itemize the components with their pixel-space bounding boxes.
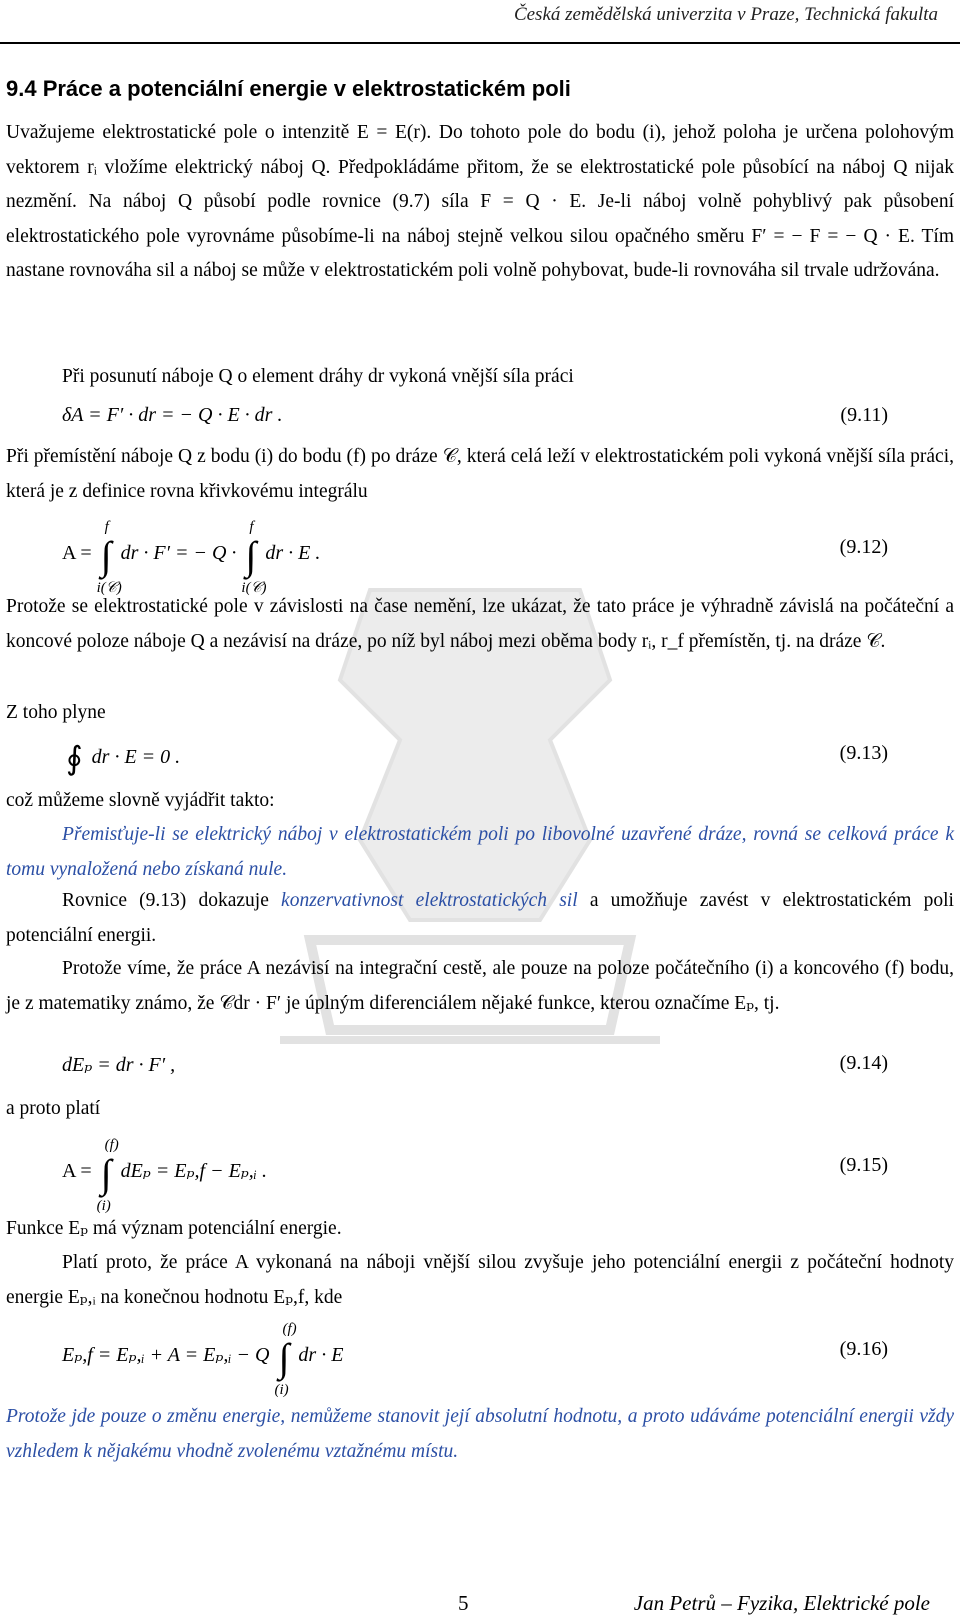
paragraph-energy-increase: Platí proto, že práce A vykonaná na náboji vnější silou zvyšuje jeho potenciální energii z počáteční hodnoty energie Eₚ,ᵢ na konečnou hodnotu Eₚ,f, kde [6, 1252, 954, 1308]
paragraph-verbal: což můžeme slovně vyjádřit takto: [6, 790, 275, 811]
integral-upper-limit: f [249, 519, 254, 535]
integral-upper-limit: (f) [104, 1137, 119, 1153]
equation-9-13-number: (9.13) [839, 742, 888, 764]
integral-sign-icon: ∫ f i(𝒞) [241, 519, 267, 596]
paragraph-displacement: Při posunutí náboje Q o element dráhy dr vykoná vnější síla práci [62, 366, 574, 387]
paragraph-potential-energy: Funkce Eₚ má význam potenciální energie. [6, 1218, 342, 1239]
paragraph-conservative: Rovnice (9.13) dokazuje konzervativnost elektrostatických sil a umožňuje zavést v elektrostatickém poli potenciální energii. [6, 890, 954, 946]
integral-upper-limit: (f) [282, 1321, 297, 1337]
equation-9-15-right: dEₚ = Eₚ,f − Eₚ,ᵢ . [120, 1160, 267, 1182]
section-title: 9.4 Práce a potenciální energie v elektrostatickém poli [6, 76, 571, 101]
equation-9-15-left: A = [62, 1160, 97, 1182]
equation-9-14-body: dEₚ = dr · F′ , [62, 1054, 176, 1076]
equation-9-12-left: A = [62, 542, 97, 564]
equation-9-11-number: (9.11) [840, 404, 888, 426]
page-number: 5 [458, 1591, 469, 1615]
equation-9-12-number: (9.12) [839, 536, 888, 558]
integral-sign-icon: ∫ f i(𝒞) [96, 519, 122, 596]
contour-integral-icon: ∮ [66, 740, 83, 776]
paragraph-path-independence: Protože se elektrostatické pole v závislosti na čase nemění, lze ukázat, že tato práce je výhradně závislá na počáteční a koncové poloze náboje Q a nezávisí na dráze, po níž byl náboj mezi oběma body rᵢ, r_f přemístěn, tj. na dráze 𝒞. [6, 596, 954, 652]
equation-9-13-body: dr · E = 0 . [91, 746, 181, 768]
integral-lower-limit: i(𝒞) [96, 580, 122, 596]
equation-9-12-right: dr · E . [265, 542, 321, 564]
equation-9-12-middle: dr · F′ = − Q · [120, 542, 242, 564]
paragraph-intro: Uvažujeme elektrostatické pole o intenzitě E = E(r). Do tohoto pole do bodu (i), jehož poloha je určena polohovým vektorem rᵢ vložíme elektrický náboj Q. Předpokládáme přitom, že se elektrostatické pole působící na náboj Q nijak nezmění. Na náboj Q působí podle rovnice (9.7) síla F = Q · E. Je-li náboj volně pohyblivý pak působení elektrostatického pole vyrovnáme působíme-li na náboj stejně velkou silou opačného směru F′ = − F = − Q · E. Tím nastane rovnováha sil a náboj se může v elektrostatickém poli volně pohybovat, bude-li rovnováha sil trvale udržována. [6, 122, 954, 282]
highlight-conservative-forces: konzervativnost elektrostatických sil [281, 890, 578, 911]
page-header: Česká zemědělská univerzita v Praze, Technická fakulta [513, 4, 938, 25]
integral-sign-icon: ∫ (f) (i) [274, 1321, 297, 1398]
equation-9-16-number: (9.16) [839, 1338, 888, 1360]
paragraph-path-integral: Při přemístění náboje Q z bodu (i) do bodu (f) po dráze 𝒞, která celá leží v elektrostatickém poli vykoná vnější síla práci, která je z definice rovna křivkovému integrálu [6, 446, 954, 502]
integral-sign-icon: ∫ (f) (i) [96, 1137, 119, 1214]
equation-9-14-number: (9.14) [839, 1052, 888, 1074]
integral-lower-limit: (i) [96, 1198, 111, 1214]
integral-lower-limit: (i) [274, 1382, 289, 1398]
paragraph-thus: a proto platí [6, 1098, 101, 1119]
equation-9-16-left: Eₚ,f = Eₚ,ᵢ + A = Eₚ,ᵢ − Q [62, 1344, 270, 1366]
highlight-reference-point: Protože jde pouze o změnu energie, nemůžeme stanovit její absolutní hodnotu, a proto udáváme potenciální energii vždy vzhledem k nějakému vhodně zvolenému vztažnému místu. [6, 1406, 954, 1462]
paragraph-therefore: Z toho plyne [6, 702, 106, 723]
integral-upper-limit: f [104, 519, 109, 535]
equation-9-15-number: (9.15) [839, 1154, 888, 1176]
paragraph-total-differential: Protože víme, že práce A nezávisí na integrační cestě, ale pouze na poloze počátečního (i) a koncového (f) bodu, je z matematiky známo, že 𝒞dr · F′ je úplným diferenciálem nějaké funkce, kterou označíme Eₚ, tj. [6, 958, 954, 1014]
highlight-closed-path: Přemisťuje-li se elektrický náboj v elektrostatickém poli po libovolné uzavřené dráze, rovná se celková práce k tomu vynaložená nebo získaná nule. [6, 824, 954, 880]
header-rule [0, 42, 960, 44]
footer-author: Jan Petrů – Fyzika, Elektrické pole [633, 1591, 930, 1615]
integral-lower-limit: i(𝒞) [241, 580, 267, 596]
equation-9-11-body: δA = F′ · dr = − Q · E · dr . [62, 404, 283, 426]
equation-9-16-right: dr · E [298, 1344, 344, 1366]
